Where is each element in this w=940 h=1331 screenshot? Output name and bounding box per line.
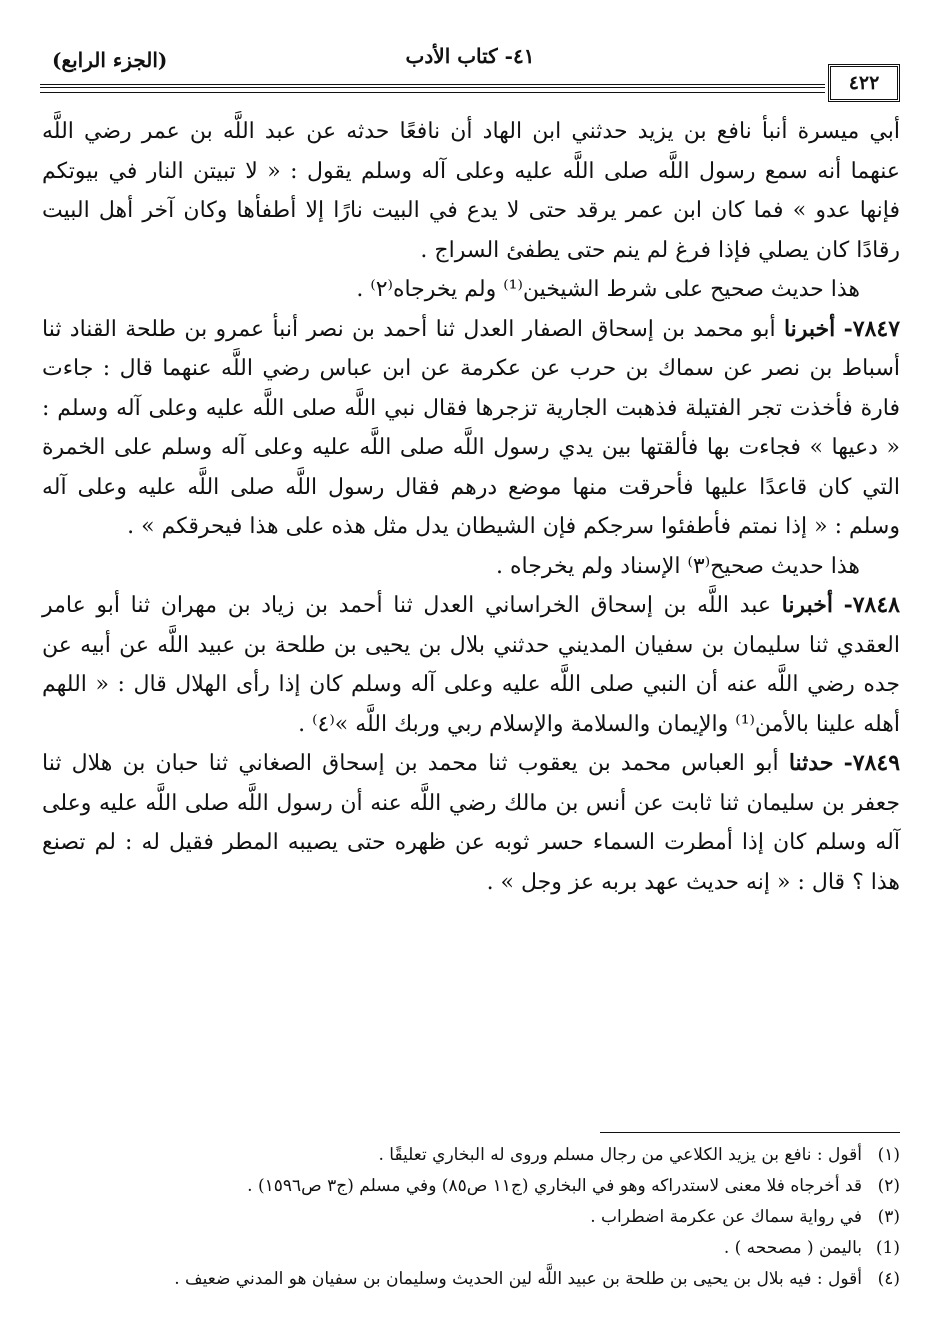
document-page (40, 40, 901, 1289)
paragraph-continuation (42, 112, 900, 270)
footnote-text: أقول : نافع بن يزيد الكلاعي من رجال مسلم وروى له البخاري تعليقًا . (378, 1145, 862, 1165)
footnote-number: (٣) (877, 1207, 900, 1227)
hadith-number: ٧٨٤٩- (843, 750, 901, 776)
page-number: ٤٢٢ (828, 64, 900, 102)
part-label: (الجزء الرابع) (52, 48, 168, 72)
book-title: ٤١- كتاب الأدب (405, 44, 535, 68)
footnote (40, 1140, 900, 1171)
hadith-7848 (42, 586, 900, 744)
hadith-7849 (42, 744, 900, 902)
paragraph-text: أبو العباس محمد بن يعقوب ثنا محمد بن إسحاق الصغاني ثنا حبان بن هلال ثنا جعفر بن سليمان ثنا ثابت عن أنس بن مالك رضي اللَّه عنه أن رسول اللَّه صلى اللَّه عليه وعلى آله وسلم كان إذا أمطرت السماء حسر ثوبه عن ظهره حتى يصيبه المطر فقيل له : لم تصنع هذا ؟ قال : « إنه حديث عهد بربه عز وجل » . (42, 751, 900, 895)
hadith-lead: أخبرنا (783, 315, 836, 342)
footnote-number: (٤) (877, 1269, 900, 1289)
hadith-7847 (42, 310, 900, 547)
footnote-rule (600, 1132, 900, 1133)
hadith-number: ٧٨٤٧- (843, 315, 901, 342)
paragraph-text: عبد اللَّه بن إسحاق الخراساني العدل ثنا أحمد بن زياد بن مهران ثنا أبو عامر العقدي ثنا سليمان بن سفيان المديني حدثني بلال بن يحيى بن طلحة بن عبيد اللَّه عن أبيه عن جده رضي اللَّه عنه أن النبي صلى اللَّه عليه وعلى آله وسلم كان إذا رأى الهلال قال : « اللهم أهله علينا بالأمن⁽¹⁾ والإيمان والسلامة والإسلام ربي وربك اللَّه »⁽٤⁾ . (42, 593, 900, 737)
hadith-lead: أخبرنا (781, 592, 833, 618)
footnote (40, 1233, 900, 1264)
paragraph-grading (42, 547, 900, 587)
hadith-lead: حدثنا (788, 750, 834, 776)
paragraph-text: أبو محمد بن إسحاق الصفار العدل ثنا أحمد بن نصر أنبأ عمرو بن طلحة القناد ثنا أسباط بن نصر عن سماك بن حرب عن عكرمة عن ابن عباس رضي اللَّه عنهما قال : جاءت فارة فأخذت تجر الفتيلة فذهبت الجارية تزجرها فقال نبي اللَّه صلى اللَّه عليه وعلى آله وسلم : « دعيها » فجاءت بها فألقتها بين يدي رسول اللَّه صلى اللَّه عليه وعلى آله وسلم على الخمرة التي كان قاعدًا عليها فأحرقت منها موضع درهم فقال رسول اللَّه صلى اللَّه عليه وعلى آله وسلم : « إذا نمتم فأطفئوا سرجكم فإن الشيطان يدل مثل هذه على هذا فيحرقكم » . (42, 316, 900, 539)
footnote (40, 1202, 900, 1233)
header-rule (40, 84, 825, 93)
footnote-text: باليمن ( مصححه ) . (723, 1238, 862, 1258)
footnote (40, 1171, 900, 1202)
paragraph-text: هذا حديث صحيح على شرط الشيخين⁽¹⁾ ولم يخرجاه⁽٢⁾ . (356, 277, 860, 302)
paragraph-text: أبي ميسرة أنبأ نافع بن يزيد حدثني ابن الهاد أن نافعًا حدثه عن عبد اللَّه بن عمر رضي اللَّه عنهما أنه سمع رسول اللَّه صلى اللَّه عليه وعلى آله وسلم يقول : « لا تبيتن النار في بيوتكم فإنها عدو » فما كان ابن عمر يرقد حتى لا يدع في البيت نارًا إلا أطفأها وكان آخر أهل البيت رقادًا كان يصلي فإذا فرغ لم ينم حتى يطفئ السراج . (42, 119, 900, 263)
hadith-number: ٧٨٤٨- (843, 592, 900, 618)
page-header (40, 40, 900, 100)
paragraph-grading (42, 270, 900, 310)
footnote-number: (١) (877, 1145, 900, 1165)
footnotes (40, 1140, 900, 1295)
footnote-text: في رواية سماك عن عكرمة اضطراب . (590, 1207, 862, 1227)
footnote-number: (1) (875, 1238, 900, 1258)
footnote-text: أقول : فيه بلال بن يحيى بن طلحة بن عبيد اللَّه لين الحديث وسليمان بن سفيان هو المدني ضعيف . (174, 1269, 862, 1289)
footnote-number: (٢) (877, 1176, 900, 1196)
paragraph-text: هذا حديث صحيح⁽٣⁾ الإسناد ولم يخرجاه . (496, 553, 860, 579)
footnote (40, 1264, 900, 1295)
main-text (42, 112, 900, 902)
footnote-text: قد أخرجاه فلا معنى لاستدراكه وهو في البخاري (ج١١ ص٨٥) وفي مسلم (ج٣ ص١٥٩٦) . (247, 1176, 862, 1196)
